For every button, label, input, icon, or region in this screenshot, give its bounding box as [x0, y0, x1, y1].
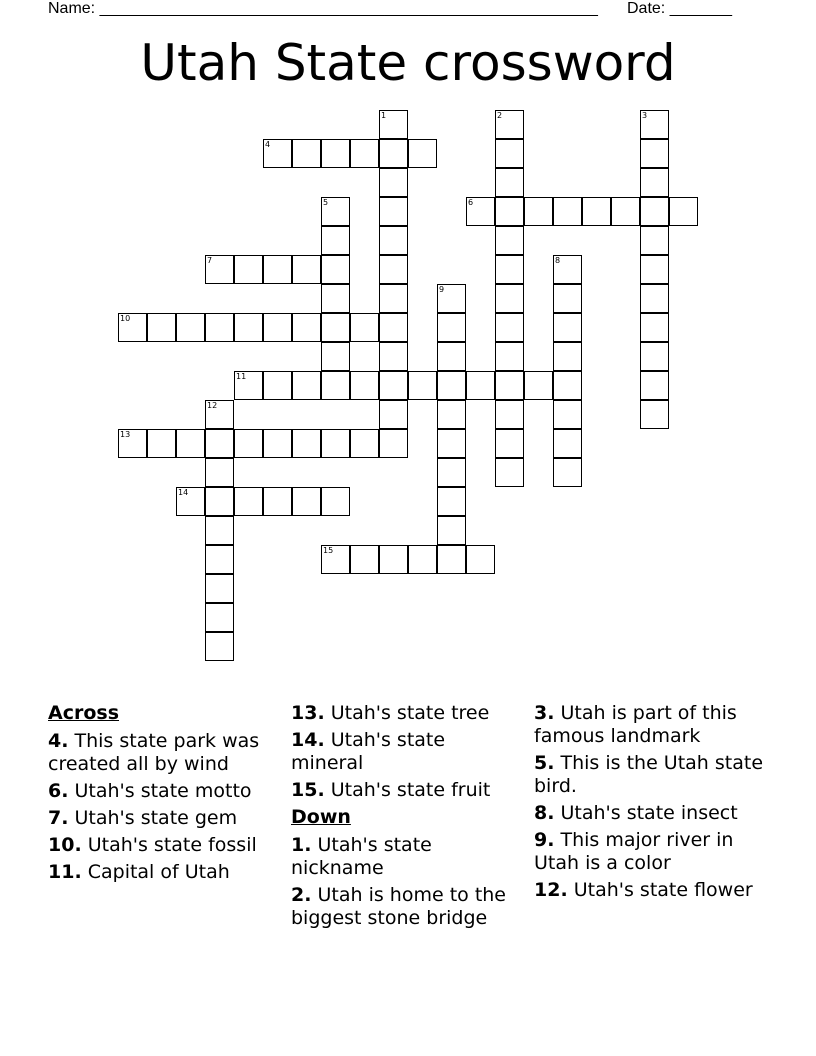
cell-number: 12: [207, 401, 218, 410]
grid-cell[interactable]: [205, 516, 234, 545]
clue-across-7: 7. Utah's state gem: [48, 807, 238, 829]
grid-cell[interactable]: [321, 371, 350, 400]
grid-cell[interactable]: [321, 545, 350, 574]
clue-down-12: 12. Utah's state flower: [534, 879, 753, 901]
across-heading: Across: [48, 702, 120, 724]
cell-number: 5: [323, 198, 329, 207]
clue-down-9: 9. This major river in Utah is a color: [534, 829, 734, 874]
grid-cell[interactable]: [176, 429, 205, 458]
grid-cell[interactable]: [640, 110, 669, 139]
clue-down-5: 5. This is the Utah state bird.: [534, 752, 764, 797]
grid-cell[interactable]: [495, 284, 524, 313]
grid-cell[interactable]: [379, 371, 408, 400]
clue-across-15: 15. Utah's state fruit: [291, 779, 491, 801]
grid-cell[interactable]: [437, 458, 466, 487]
clue-across-10: 10. Utah's state fossil: [48, 834, 257, 856]
grid-cell[interactable]: [553, 400, 582, 429]
date-line: Date: _______: [627, 0, 732, 17]
grid-cell[interactable]: [437, 429, 466, 458]
grid-cell[interactable]: [379, 284, 408, 313]
grid-cell[interactable]: [466, 197, 495, 226]
grid-cell[interactable]: [495, 371, 524, 400]
clue-down-1: 1. Utah's state nickname: [291, 834, 432, 879]
clue-across-4: 4. This state park was created all by wind: [48, 730, 260, 775]
grid-cell[interactable]: [321, 226, 350, 255]
grid-cell[interactable]: [640, 255, 669, 284]
grid-cell[interactable]: [205, 429, 234, 458]
grid-cell[interactable]: [205, 458, 234, 487]
grid-cell[interactable]: [263, 139, 292, 168]
grid-cell[interactable]: [147, 313, 176, 342]
cell-number: 13: [120, 430, 131, 439]
grid-cell[interactable]: [640, 313, 669, 342]
clue-across-13: 13. Utah's state tree: [291, 702, 490, 724]
grid-cell[interactable]: [350, 313, 379, 342]
grid-cell[interactable]: [524, 371, 553, 400]
grid-cell[interactable]: [553, 429, 582, 458]
grid-cell[interactable]: [437, 371, 466, 400]
grid-cell[interactable]: [205, 574, 234, 603]
cell-number: 9: [439, 285, 445, 294]
grid-cell[interactable]: [437, 400, 466, 429]
grid-cell[interactable]: [147, 429, 176, 458]
grid-cell[interactable]: [553, 284, 582, 313]
grid-cell[interactable]: [350, 429, 379, 458]
grid-cell[interactable]: [553, 313, 582, 342]
grid-cell[interactable]: [263, 371, 292, 400]
grid-cell[interactable]: [495, 429, 524, 458]
grid-cell[interactable]: [495, 313, 524, 342]
cell-number: 8: [555, 256, 561, 265]
grid-cell[interactable]: [176, 487, 205, 516]
grid-cell[interactable]: [350, 139, 379, 168]
grid-cell[interactable]: [118, 429, 147, 458]
cell-number: 2: [497, 111, 503, 120]
grid-cell[interactable]: [292, 371, 321, 400]
grid-cell[interactable]: [495, 342, 524, 371]
grid-cell[interactable]: [292, 139, 321, 168]
grid-cell[interactable]: [205, 632, 234, 661]
grid-cell[interactable]: [321, 284, 350, 313]
grid-cell[interactable]: [205, 487, 234, 516]
grid-cell[interactable]: [321, 197, 350, 226]
clue-column-2: [291, 702, 521, 934]
cell-number: 3: [642, 111, 648, 120]
grid-cell[interactable]: [437, 342, 466, 371]
grid-cell[interactable]: [640, 371, 669, 400]
cell-number: 6: [468, 198, 474, 207]
grid-cell[interactable]: [553, 197, 582, 226]
grid-cell[interactable]: [379, 168, 408, 197]
clue-column-1: [48, 702, 273, 888]
grid-cell[interactable]: [234, 371, 263, 400]
grid-cell[interactable]: [466, 371, 495, 400]
grid-cell[interactable]: [640, 284, 669, 313]
grid-cell[interactable]: [292, 487, 321, 516]
cell-number: 1: [381, 111, 387, 120]
grid-cell[interactable]: [321, 487, 350, 516]
grid-cell[interactable]: [263, 487, 292, 516]
grid-cell[interactable]: [379, 139, 408, 168]
grid-cell[interactable]: [495, 226, 524, 255]
grid-cell[interactable]: [205, 545, 234, 574]
grid-cell[interactable]: [321, 429, 350, 458]
grid-cell[interactable]: [437, 313, 466, 342]
clue-across-6: 6. Utah's state motto: [48, 780, 252, 802]
grid-cell[interactable]: [379, 226, 408, 255]
cell-number: 15: [323, 546, 334, 555]
page-title: Utah State crossword: [140, 34, 676, 92]
grid-cell[interactable]: [263, 313, 292, 342]
grid-cell[interactable]: [321, 342, 350, 371]
grid-cell[interactable]: [263, 429, 292, 458]
cell-number: 14: [178, 488, 189, 497]
grid-cell[interactable]: [379, 545, 408, 574]
cell-number: 4: [265, 140, 271, 149]
grid-cell[interactable]: [495, 255, 524, 284]
grid-cell[interactable]: [205, 255, 234, 284]
grid-cell[interactable]: [553, 255, 582, 284]
grid-cell[interactable]: [495, 110, 524, 139]
grid-cell[interactable]: [176, 313, 205, 342]
grid-cell[interactable]: [205, 603, 234, 632]
cell-number: 7: [207, 256, 213, 265]
grid-cell[interactable]: [582, 197, 611, 226]
grid-cell[interactable]: [379, 197, 408, 226]
grid-cell[interactable]: [379, 255, 408, 284]
grid-cell[interactable]: [669, 197, 698, 226]
cell-number: 10: [120, 314, 131, 323]
down-heading: Down: [291, 806, 351, 828]
grid-cell[interactable]: [495, 197, 524, 226]
grid-cell[interactable]: [234, 487, 263, 516]
grid-cell[interactable]: [379, 400, 408, 429]
grid-cell[interactable]: [205, 400, 234, 429]
grid-cell[interactable]: [205, 313, 234, 342]
cell-number: 11: [236, 372, 247, 381]
grid-cell[interactable]: [379, 342, 408, 371]
grid-cell[interactable]: [350, 371, 379, 400]
grid-cell[interactable]: [640, 226, 669, 255]
grid-cell[interactable]: [640, 400, 669, 429]
grid-cell[interactable]: [553, 371, 582, 400]
grid-cell[interactable]: [234, 429, 263, 458]
grid-cell[interactable]: [640, 168, 669, 197]
grid-cell[interactable]: [321, 313, 350, 342]
grid-cell[interactable]: [437, 487, 466, 516]
grid-cell[interactable]: [321, 139, 350, 168]
grid-cell[interactable]: [437, 284, 466, 313]
grid-cell[interactable]: [553, 342, 582, 371]
clue-column-3: [534, 702, 774, 906]
grid-cell[interactable]: [234, 255, 263, 284]
grid-cell[interactable]: [437, 516, 466, 545]
grid-cell[interactable]: [640, 139, 669, 168]
clue-down-2: 2. Utah is home to the biggest stone bridge: [291, 884, 506, 929]
grid-cell[interactable]: [350, 545, 379, 574]
clue-down-3: 3. Utah is part of this famous landmark: [534, 702, 737, 747]
grid-cell[interactable]: [263, 255, 292, 284]
grid-cell[interactable]: [408, 139, 437, 168]
grid-cell[interactable]: [466, 545, 495, 574]
grid-cell[interactable]: [495, 458, 524, 487]
grid-cell[interactable]: [495, 168, 524, 197]
grid-cell[interactable]: [640, 342, 669, 371]
grid-cell[interactable]: [379, 110, 408, 139]
grid-cell[interactable]: [292, 255, 321, 284]
grid-cell[interactable]: [379, 429, 408, 458]
grid-cell[interactable]: [640, 197, 669, 226]
clue-across-11: 11. Capital of Utah: [48, 861, 230, 883]
grid-cell[interactable]: [408, 545, 437, 574]
grid-cell[interactable]: [553, 458, 582, 487]
grid-cell[interactable]: [379, 313, 408, 342]
grid-cell[interactable]: [495, 139, 524, 168]
grid-cell[interactable]: [408, 371, 437, 400]
grid-cell[interactable]: [118, 313, 147, 342]
clue-down-8: 8. Utah's state insect: [534, 802, 738, 824]
grid-cell[interactable]: [495, 400, 524, 429]
grid-cell[interactable]: [611, 197, 640, 226]
grid-cell[interactable]: [524, 197, 553, 226]
grid-cell[interactable]: [437, 545, 466, 574]
clue-across-14: 14. Utah's state mineral: [291, 729, 446, 774]
grid-cell[interactable]: [321, 255, 350, 284]
name-line: Name: ________________________________________________________: [48, 0, 598, 17]
grid-cell[interactable]: [234, 313, 263, 342]
grid-cell[interactable]: [292, 313, 321, 342]
grid-cell[interactable]: [292, 429, 321, 458]
